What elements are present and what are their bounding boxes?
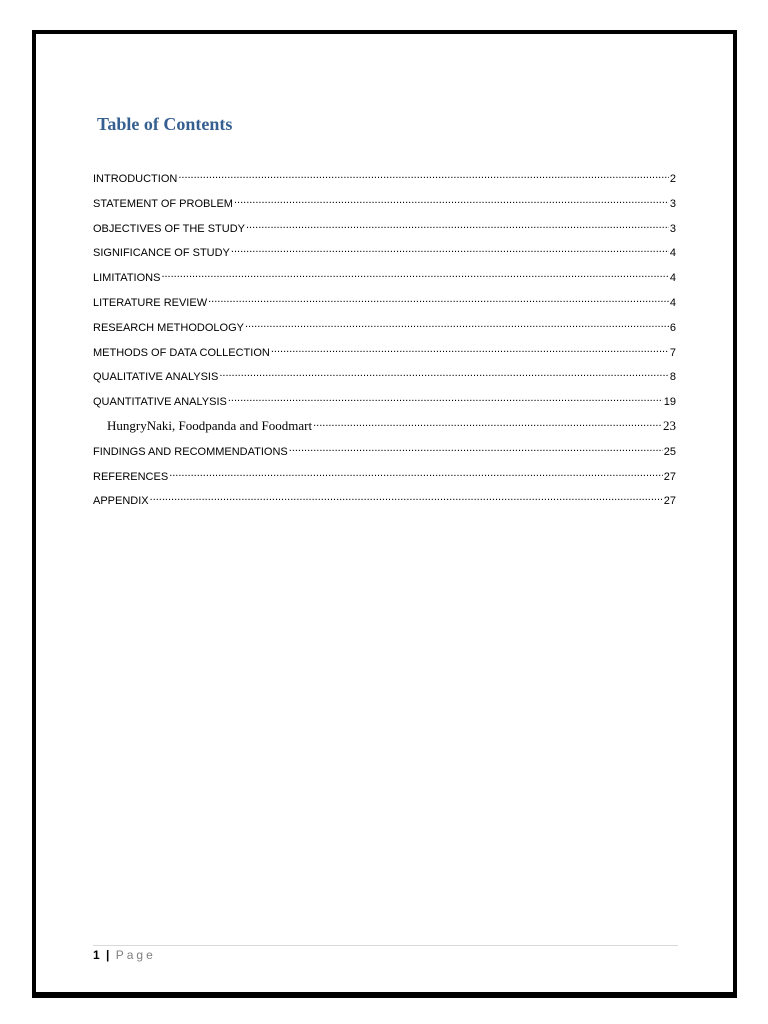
footer-page-word: Page — [115, 948, 156, 962]
dot-leader — [219, 368, 669, 380]
toc-entry[interactable] — [93, 344, 676, 369]
toc-entry-label: LIMITATIONS — [93, 272, 161, 285]
footer-separator: | — [106, 948, 110, 962]
toc-title: Table of Contents — [97, 114, 233, 134]
dot-leader — [150, 492, 663, 504]
dot-leader — [231, 244, 669, 256]
toc-entry-label: STATEMENT OF PROBLEM — [93, 197, 233, 210]
dot-leader — [169, 468, 663, 480]
dot-leader — [246, 220, 669, 232]
toc-entry[interactable] — [93, 170, 676, 195]
toc-entry-page: 3 — [669, 222, 676, 235]
toc-entry-page: 2 — [669, 173, 676, 185]
toc-entry-label: OBJECTIVES OF THE STUDY — [93, 222, 245, 235]
toc-entry-page: 27 — [663, 495, 676, 508]
toc-entry-page: 19 — [663, 396, 676, 409]
toc-entry-label: HungryNaki, Foodpanda and Foodmart — [107, 417, 313, 433]
dot-leader — [313, 418, 662, 430]
toc-entry-label: APPENDIX — [93, 495, 149, 508]
toc-entry-page: 3 — [669, 197, 676, 210]
footer-rule — [93, 945, 678, 946]
toc-entry-page: 6 — [669, 321, 676, 334]
dot-leader — [271, 344, 669, 356]
dot-leader — [245, 319, 669, 331]
toc-entry-label: LITERATURE REVIEW — [93, 296, 208, 309]
toc-entry[interactable] — [93, 220, 676, 245]
toc-entry[interactable] — [93, 492, 676, 517]
toc-entry-page: 4 — [669, 247, 676, 260]
toc-entry-page: 7 — [669, 346, 676, 359]
toc-entry-label: RESEARCH METHODOLOGY — [93, 321, 244, 334]
dot-leader — [289, 443, 663, 455]
toc-entry[interactable] — [93, 319, 676, 344]
toc-entry-page: 8 — [669, 371, 676, 384]
dot-leader — [208, 294, 669, 306]
toc-entry-label: SIGNIFICANCE OF STUDY — [93, 247, 230, 260]
dot-leader — [228, 393, 663, 405]
toc-entry-page: 27 — [663, 470, 676, 483]
toc-entry[interactable] — [93, 294, 676, 319]
toc-entry-label: INTRODUCTION — [93, 173, 178, 185]
footer-page-number: 1 — [93, 948, 100, 962]
toc-entry[interactable] — [93, 368, 676, 393]
toc-entry-label: REFERENCES — [93, 470, 169, 483]
toc-entry[interactable] — [93, 195, 676, 220]
toc-entry[interactable] — [93, 393, 676, 418]
toc-entry-label: QUALITATIVE ANALYSIS — [93, 371, 219, 384]
dot-leader — [161, 269, 668, 281]
toc-entry[interactable] — [93, 443, 676, 468]
toc-entry-label: FINDINGS AND RECOMMENDATIONS — [93, 445, 288, 458]
toc-entry-page: 25 — [663, 445, 676, 458]
page-footer — [93, 948, 156, 962]
toc-entry[interactable] — [93, 468, 676, 493]
toc-entry-page: 23 — [663, 417, 676, 433]
toc-list — [93, 170, 676, 517]
toc-entry-page: 4 — [669, 272, 676, 285]
toc-entry-label: METHODS OF DATA COLLECTION — [93, 346, 270, 359]
toc-subentry[interactable] — [93, 418, 676, 443]
toc-entry[interactable] — [93, 244, 676, 269]
toc-entry-label: QUANTITATIVE ANALYSIS — [93, 396, 227, 409]
toc-entry[interactable] — [93, 269, 676, 294]
dot-leader — [234, 195, 669, 207]
toc-entry-page: 4 — [669, 296, 676, 309]
dot-leader — [178, 170, 669, 182]
